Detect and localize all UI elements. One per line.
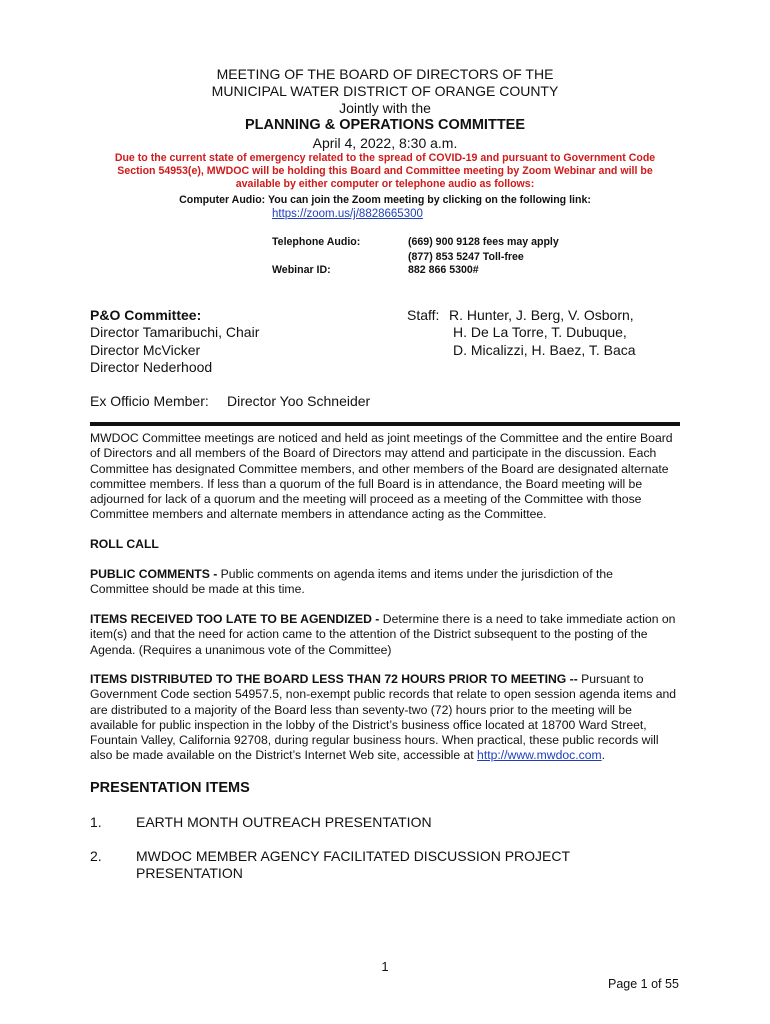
public-comments-heading: PUBLIC COMMENTS - <box>90 567 218 581</box>
covid-notice-line-1: Due to the current state of emergency related to the spread of COVID-19 and pursuant to Government Code <box>114 152 656 164</box>
covid-notice-line-3: available by either computer or telephone audio as follows: <box>235 178 535 190</box>
page-count: Page 1 of 55 <box>608 977 679 991</box>
staff-label: Staff: <box>407 307 440 323</box>
staff-line: H. De La Torre, T. Dubuque, <box>453 324 627 340</box>
webinar-id-label: Webinar ID: <box>272 264 331 276</box>
section-divider <box>90 422 680 426</box>
page-number: 1 <box>381 959 389 974</box>
staff-line: D. Micalizzi, H. Baez, T. Baca <box>453 342 636 358</box>
committee-member: Director Nederhood <box>90 359 213 375</box>
zoom-link[interactable]: https://zoom.us/j/8828665300 <box>272 208 423 220</box>
telephone-number-2: (877) 853 5247 Toll-free <box>408 251 524 263</box>
agenda-item-number: 1. <box>90 814 102 830</box>
computer-audio-instructions: Computer Audio: You can join the Zoom meeting by clicking on the following link: <box>179 194 591 206</box>
distributed-items-text: Pursuant to Government Code section 54957.5, non-exempt public records that relate to open session agenda items and are distributed to a majority of the Board less than seventy-two (72) hours prior to the meeting will be available for public inspection in the lobby of the District’s business office located at 18700 Ward Street, Fountain Valley, California 92708, during regular business hours. When practical, these public records will also be made available on the District’s Internet Web site, accessible at <box>90 672 677 763</box>
late-items-text: Determine there is a need to take immediate action on item(s) and that the need for action came to the attention of the District subsequent to the posting of the Agenda. (Requires a unanimous vote of the Committee) <box>90 612 676 657</box>
telephone-number-1: (669) 900 9128 fees may apply <box>408 236 559 248</box>
committee-member: Director Tamaribuchi, Chair <box>90 324 260 340</box>
public-comments-paragraph <box>90 567 650 598</box>
agenda-item-title: MWDOC MEMBER AGENCY FACILITATED DISCUSSION PROJECT PRESENTATION <box>136 848 570 881</box>
late-items-heading: ITEMS RECEIVED TOO LATE TO BE AGENDIZED - <box>90 612 380 626</box>
committee-title: PLANNING & OPERATIONS COMMITTEE <box>244 117 526 133</box>
staff-line: R. Hunter, J. Berg, V. Osborn, <box>449 307 634 323</box>
header-line-1: MEETING OF THE BOARD OF DIRECTORS OF THE <box>216 66 554 82</box>
distributed-items-paragraph <box>90 672 682 764</box>
telephone-audio-label: Telephone Audio: <box>272 236 361 248</box>
intro-paragraph: MWDOC Committee meetings are noticed and held as joint meetings of the Committee and the entire Board of Directors and all members of the Board of Directors may attend and participate in the discussion. Each Committee has designated Committee members, and other members of the Board are designated alternate committee members. If less than a quorum of the full Board is in attendance, the Board meeting will be adjourned for lack of a quorum and the meeting will proceed as a meeting of the Committee with those Committee members and alternate members in attendance acting as the Committee. <box>90 431 673 522</box>
agenda-item-title: EARTH MONTH OUTREACH PRESENTATION <box>136 814 432 830</box>
header-line-2: MUNICIPAL WATER DISTRICT OF ORANGE COUNTY <box>211 83 559 99</box>
webinar-id: 882 866 5300# <box>408 264 479 276</box>
distributed-items-heading: ITEMS DISTRIBUTED TO THE BOARD LESS THAN 72 HOURS PRIOR TO MEETING -- <box>90 672 578 686</box>
late-items-paragraph <box>90 612 682 658</box>
roll-call-heading: ROLL CALL <box>90 537 159 551</box>
ex-officio-name: Director Yoo Schneider <box>227 393 371 409</box>
mwdoc-website-link[interactable]: http://www.mwdoc.com <box>477 748 602 763</box>
presentation-items-heading: PRESENTATION ITEMS <box>90 780 250 796</box>
header-line-3: Jointly with the <box>339 100 431 116</box>
meeting-date: April 4, 2022, 8:30 a.m. <box>312 135 458 151</box>
committee-member: Director McVicker <box>90 342 201 358</box>
sentence-end: . <box>601 748 606 763</box>
public-comments-text: Public comments on agenda items and items under the jurisdiction of the Committee should be made at this time. <box>90 567 613 597</box>
ex-officio-label: Ex Officio Member: <box>90 393 209 409</box>
committee-heading: P&O Committee: <box>90 307 202 323</box>
agenda-item-number: 2. <box>90 848 102 864</box>
covid-notice-line-2: Section 54953(e), MWDOC will be holding this Board and Committee meeting by Zoom Webinar and will be <box>117 165 653 177</box>
